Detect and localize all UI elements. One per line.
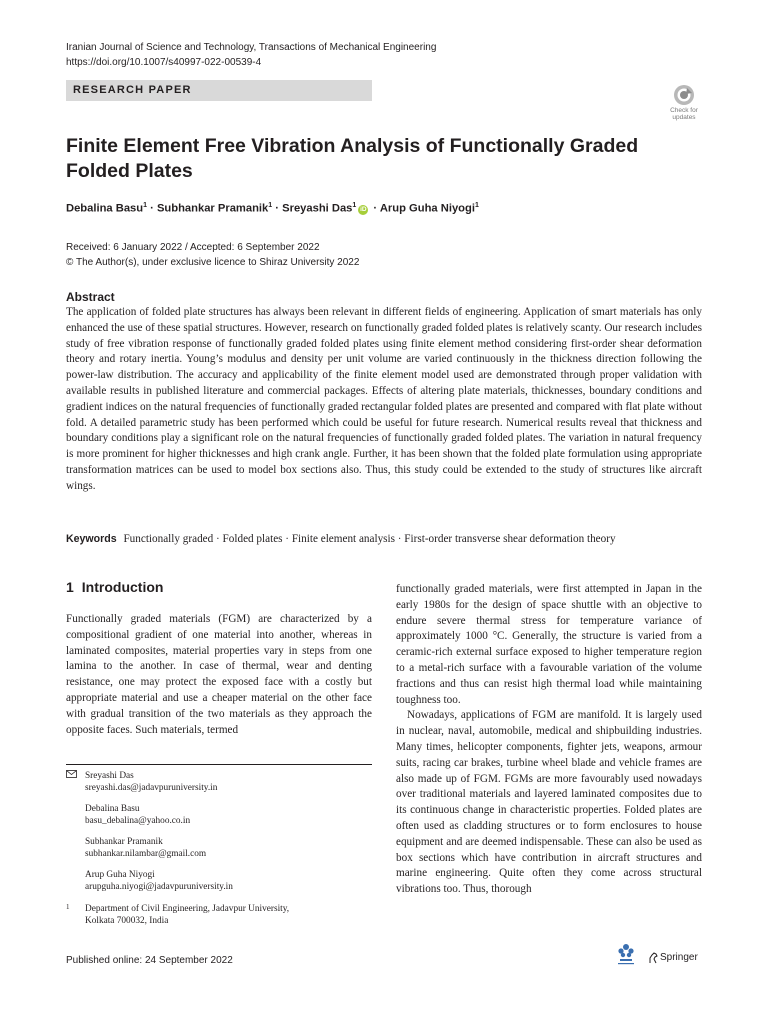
article-history	[66, 240, 359, 270]
author-affiliation-mark: 1	[143, 202, 148, 209]
affiliation-line1: Department of Civil Engineering, Jadavpur University,	[85, 904, 290, 914]
author-separator: ·	[272, 202, 283, 215]
springer-wordmark: Springer	[660, 952, 698, 963]
author-name[interactable]: Sreyashi Das	[282, 202, 353, 215]
intro-paragraph-right-1: functionally graded materials, were first attempted in Japan in the early 1980s for the design of space shuttle with an objective to endure severe thermal stress for temperature variance of approximately 1000 °C. Generally, the structure is varied from a ceramic-rich external surface exposed to higher temperature region to a metal-rich surface with a favourable variation of the volume fractions and thus can resist high thermal load while maintaining toughness too.	[396, 583, 702, 706]
springer-horse-icon	[648, 951, 659, 969]
correspondence-entry	[85, 770, 217, 795]
author-affiliation-mark: 1	[268, 202, 273, 209]
check-for-updates-icon	[673, 84, 695, 106]
contact-name: Sreyashi Das	[85, 771, 134, 781]
contact-email[interactable]: arupguha.niyogi@jadavpuruniversity.in	[85, 882, 233, 893]
check-updates-line2: updates	[672, 114, 696, 121]
journal-name: Iranian Journal of Science and Technology, Transactions of Mechanical Engineering	[66, 42, 437, 53]
intro-right-column	[396, 582, 702, 898]
shiraz-university-logo-icon	[612, 940, 640, 973]
contact-name: Arup Guha Niyogi	[85, 870, 155, 880]
keywords-text: Functionally graded · Folded plates · Finite element analysis · First-order transverse shear deformation theory	[123, 533, 616, 545]
contact-name: Subhankar Pramanik	[85, 837, 163, 847]
intro-paragraph-left: Functionally graded materials (FGM) are characterized by a compositional gradient of one material into another, whereas in laminated composites, material properties vary in steps from one lamina to the another. In case of thermal, wear and denting resistance, one may protect the exposed face with a costly but appropriate material and use a cheaper material on the other face with gradual transition of the two materials as they approach the opposite faces. Such materials, termed	[66, 613, 372, 736]
check-for-updates-badge[interactable]	[664, 84, 704, 124]
check-updates-line1: Check for	[670, 107, 698, 114]
orcid-icon[interactable]: iD	[360, 205, 367, 213]
footnote-divider	[66, 764, 372, 765]
paper-title: Finite Element Free Vibration Analysis of Functionally Graded Folded Plates	[66, 135, 639, 182]
article-type-banner: RESEARCH PAPER	[66, 80, 372, 101]
section-number: 1	[66, 579, 74, 595]
keywords-label: Keywords	[66, 533, 117, 545]
section-title: Introduction	[81, 579, 164, 595]
affiliation-mark: 1	[66, 903, 70, 911]
copyright-notice: © The Author(s), under exclusive licence to Shiraz University 2022	[66, 257, 360, 268]
contact-email[interactable]: basu_debalina@yahoo.co.in	[85, 816, 191, 827]
abstract-text: The application of folded plate structures has always been relevant in different fields of engineering. Application of smart materials has only enhanced the use of these spatial structures. However, research on functionally graded folded plates is relatively scanty. Our research includes study of free vibration response of functionally graded folded plates using finite element method considering first-order shear deformation theory and rotary inertia. Young’s modulus and density per unit volume are varied continuously in the thickness direction following the power-law distribution. The accuracy and applicability of the finite element model used are demonstrated through proper validation with available results in published literature and commercial packages. Effects of altering plate materials, thicknesses, boundary conditions and gradient indices on the natural frequencies of functionally graded rectangular folded plates are presented and compared with flat plate without fold. A detailed parametric study has been performed which could be useful for future research. Numerical results reveal that thickness and boundary conditions play a significant role on the natural frequencies of functionally graded folded plates. The variation in natural frequency is more prominent for higher thicknesses and high crank angle. Further, it has been shown that the folded plate formulation using appropriate transformation matrices can be used to model box sections also. Thus, this study could be extended to the study of structures like aircraft wings.	[66, 306, 702, 492]
envelope-icon	[66, 770, 77, 782]
doi-link[interactable]: https://doi.org/10.1007/s40997-022-00539-4	[66, 57, 262, 68]
author-name[interactable]: Debalina Basu	[66, 202, 144, 215]
correspondence-entry	[85, 869, 233, 894]
published-online-date: Published online: 24 September 2022	[66, 955, 233, 966]
author-list	[66, 202, 479, 215]
introduction-heading	[66, 579, 163, 595]
contact-email[interactable]: sreyashi.das@jadavpuruniversity.in	[85, 783, 218, 794]
received-accepted-dates: Received: 6 January 2022 / Accepted: 6 September 2022	[66, 242, 320, 253]
abstract-heading: Abstract	[66, 290, 115, 304]
author-name[interactable]: Subhankar Pramanik	[156, 202, 269, 215]
author-separator: ·	[370, 202, 380, 215]
contact-name: Debalina Basu	[85, 804, 140, 814]
author-affiliation-mark: 1	[352, 202, 357, 209]
correspondence-entry	[85, 836, 206, 861]
journal-header	[66, 40, 436, 70]
affiliation-line2: Kolkata 700032, India	[85, 916, 169, 927]
author-separator: ·	[147, 202, 157, 215]
publisher-logos	[612, 940, 704, 970]
intro-paragraph-right-2: Nowadays, applications of FGM are manifold. It is largely used in nuclear, naval, automobile, medical and shipbuilding industries. Many times, helicopter components, fighter jets, weapons, armour suits, racing car brakes, turbine wheel blade and vehicle frames are also made up of FGM. FGMs are more favourably used nowadays over traditional materials and layered laminated composites due to its continuous change in characteristic properties. Folded plates are often used as cladding structures or to form enclosures to house equipment and are deemed indispensable. These can also be used as box sections which have contribution in aircraft structures and marine engineering. Quite often they come across structural vibrations too. Thus, thorough	[396, 709, 702, 896]
correspondence-entry	[85, 803, 190, 828]
contact-email[interactable]: subhankar.nilambar@gmail.com	[85, 849, 207, 860]
keywords-line	[66, 533, 616, 545]
author-name[interactable]: Arup Guha Niyogi	[379, 202, 475, 215]
author-affiliation-mark: 1	[474, 202, 479, 209]
